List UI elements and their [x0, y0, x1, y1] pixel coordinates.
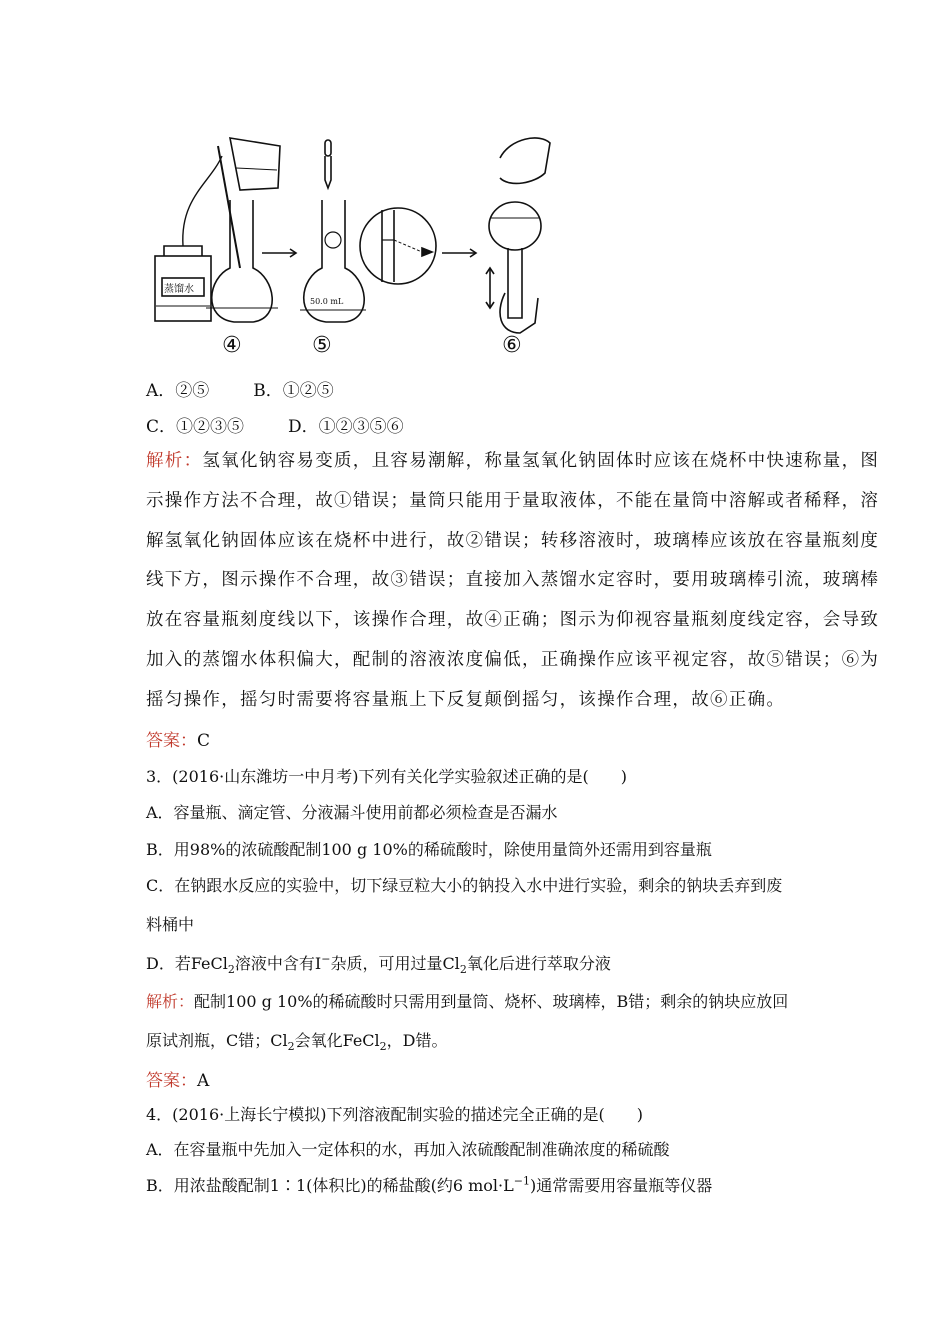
hand-icon: [500, 293, 538, 333]
answer-value: A: [197, 1071, 210, 1091]
analysis2-line-7: 摇匀操作，摇匀时需要将容量瓶上下反复颠倒摇匀，该操作合理，故⑥正确。: [146, 690, 786, 710]
analysis2-line-5: 放在容量瓶刻度线以下，该操作合理，故④正确；图示为仰视容量瓶刻度线定容，会导致: [146, 610, 880, 630]
flask-volume-label: 50.0 mL: [310, 297, 344, 306]
eye-icon: [422, 248, 432, 256]
analysis3-line-1: 解析：配制100 g 10%的稀硫酸时只需用到量筒、烧杯、玻璃棒，B错；剩余的钠块应放回: [146, 992, 789, 1011]
q3-option-c-line-2: 料桶中: [146, 915, 195, 934]
q3-stem: 3．(2016·山东潍坊一中月考)下列有关化学实验叙述正确的是( ): [146, 767, 627, 786]
step-6-label: ⑥: [502, 333, 522, 358]
answer2: [146, 726, 826, 751]
hand-icon: [500, 138, 550, 183]
analysis2-line-2: 示操作方法不合理，故①错误；量筒只能用于量取液体，不能在量筒中溶解或者稀释，溶: [146, 491, 880, 511]
dropper-icon: [325, 140, 331, 156]
analysis3-line-2: 原试剂瓶，C错；$Cl_2$会氧化FeCl$_2$，D错。: [146, 1031, 448, 1054]
q3-option-d: D．若FeCl$_2$溶液中含有I−杂质，可用过量$Cl_2$氧化后进行萃取分液: [146, 952, 611, 977]
step-4-label: ④: [222, 333, 242, 358]
beaker-icon: [230, 138, 280, 190]
q2-option-b: B．①②⑤: [253, 381, 334, 401]
q2-options-row-1: [146, 376, 826, 401]
q2-options-row-2: [146, 412, 826, 437]
step-5-label: ⑤: [312, 333, 332, 358]
analysis2-line-3: 解氢氧化钠固体应该在烧杯中进行，故②错误；转移溶液时，玻璃棒应该放在容量瓶刻度: [146, 531, 880, 551]
q2-option-d: D．①②③⑤⑥: [288, 417, 404, 437]
answer-value: C: [197, 731, 211, 751]
volumetric-flask-icon: [212, 200, 272, 322]
analysis2-line-6: 加入的蒸馏水体积偏大，配制的溶液浓度偏低，正确操作应该平视定容，故⑤错误；⑥为: [146, 650, 880, 670]
q3-option-a: A．容量瓶、滴定管、分液漏斗使用前都必须检查是否漏水: [146, 803, 558, 822]
analysis2-line-1: 解析：氢氧化钠容易变质，且容易潮解，称量氢氧化钠固体时应该在烧杯中快速称量，图: [146, 451, 880, 471]
volumetric-flask-diagram: [150, 128, 570, 368]
zoom-circle-icon: [360, 208, 436, 284]
q3-option-b: B．用98%的浓硫酸配制100 g 10%的稀硫酸时，除使用量筒外还需用到容量瓶: [146, 840, 712, 859]
q2-option-c: C．①②③⑤: [146, 417, 245, 437]
q4-option-b: B．用浓盐酸配制1∶1(体积比)的稀盐酸(约6 $mol\cdot L^{-1}$)通常需要用容量瓶等仪器: [146, 1174, 713, 1195]
volumetric-flask-icon: [489, 202, 541, 250]
analysis-label: 解析：: [146, 992, 195, 1011]
q4-stem: 4．(2016·上海长宁模拟)下列溶液配制实验的描述完全正确的是( ): [146, 1105, 643, 1124]
q4-option-a: A．在容量瓶中先加入一定体积的水，再加入浓硫酸配制准确浓度的稀硫酸: [146, 1140, 670, 1159]
q3-option-c-line-1: C．在钠跟水反应的实验中，切下绿豆粒大小的钠投入水中进行实验，剩余的钠块丢弃到废: [146, 876, 783, 895]
answer3: [146, 1066, 826, 1091]
answer-label: 答案：: [146, 1071, 197, 1091]
bottle-label: 蒸馏水: [164, 284, 194, 295]
q2-option-a: A．②⑤: [146, 381, 210, 401]
answer-label: 答案：: [146, 731, 197, 751]
experiment-figure: [150, 128, 570, 368]
analysis-label: 解析：: [146, 451, 203, 471]
analysis2-line-4: 线下方，图示操作不合理，故③错误；直接加入蒸馏水定容时，要用玻璃棒引流，玻璃棒: [146, 570, 880, 590]
